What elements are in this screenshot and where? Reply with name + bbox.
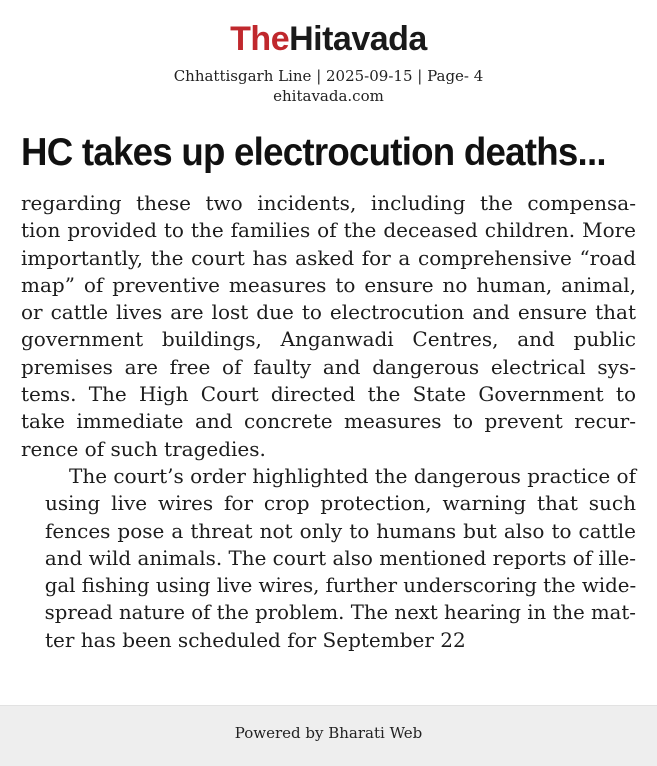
body-line: take immediate and concrete measures to prevent recur- [21,409,636,434]
body-line: using live wires for crop protection, warning that such [45,491,636,516]
article-paragraph-1 [21,190,636,463]
logo-hitavada: Hitavada [289,20,427,58]
body-line: or cattle lives are lost due to electrocution and ensure that [21,300,636,325]
body-line: importantly, the court has asked for a comprehensive “road [21,245,636,270]
article-paragraph-2 [21,463,636,654]
body-line: gal fishing using live wires, further underscoring the wide- [44,573,637,598]
body-line: premises are free of faulty and dangerous electrical sys- [21,354,636,379]
newspaper-logo[interactable] [0,20,657,58]
body-line: ter has been scheduled for September 22 [45,627,466,652]
body-line: government buildings, Anganwadi Centres, and public [21,327,636,352]
edition-info: Chhattisgarh Line | 2025-09-15 | Page- 4 [173,67,484,85]
body-line: rence of such tragedies. [21,436,266,461]
article-body [21,190,636,654]
body-line: tems. The High Court directed the State Government to [21,382,636,407]
body-line: regarding these two incidents, including the compensa- [21,191,636,215]
logo-the: The [230,20,290,58]
body-line: fences pose a threat not only to humans but also to cattle [45,518,636,543]
body-line: spread nature of the problem. The next hearing in the mat- [44,600,636,625]
article-headline: HC takes up electrocution deaths... [21,131,606,174]
site-link[interactable]: ehitavada.com [273,87,384,105]
body-line: The court’s order highlighted the dangerous practice of [69,463,636,488]
body-line: tion provided to the families of the deceased children. More [21,218,636,243]
body-line: and wild animals. The court also mentioned reports of ille- [44,545,637,570]
footer-bar [0,705,657,766]
powered-by-link[interactable]: Powered by Bharati Web [234,724,423,742]
body-line: map” of preventive measures to ensure no human, animal, [21,272,636,297]
